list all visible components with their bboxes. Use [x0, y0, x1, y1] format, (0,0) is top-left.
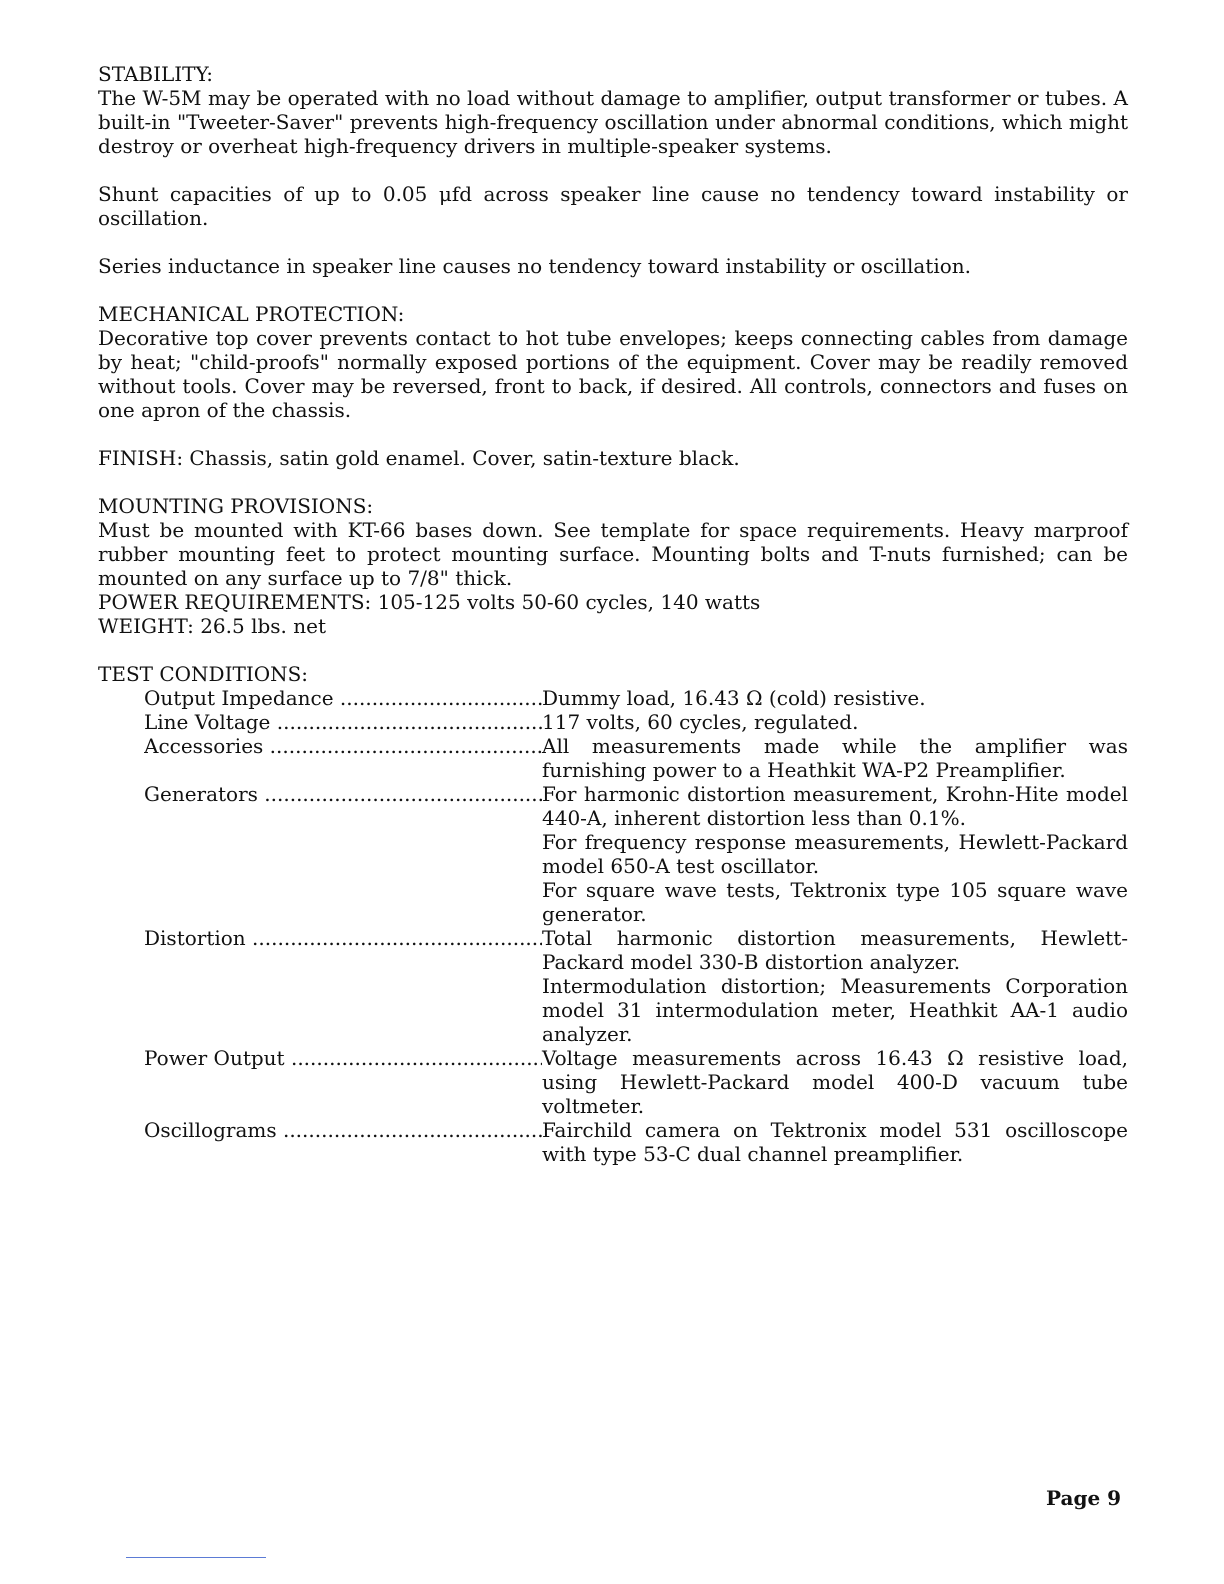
document-page — [98, 62, 1128, 1166]
test-condition-row — [144, 926, 1128, 1046]
mounting-text: Must be mounted with KT-66 bases down. See template for space requirements. Heavy marproof rubber mounting feet to protect mounting surface. Mounting bolts and T-nuts furnished; can be mounted on any surface up to 7/8" thick. — [98, 518, 1128, 590]
test-conditions-heading: TEST CONDITIONS: — [98, 662, 309, 686]
test-condition-row — [144, 1046, 1128, 1118]
test-condition-value — [542, 734, 1128, 782]
test-condition-row — [144, 686, 1128, 710]
test-condition-line: Dummy load, 16.43 Ω (cold) resistive. — [542, 686, 926, 710]
test-condition-row — [144, 782, 1128, 926]
test-condition-row — [144, 1118, 1128, 1166]
test-condition-line: Total harmonic distortion measurements, Hewlett-Packard model 330-B distortion analyzer. — [542, 926, 1128, 974]
stability-paragraph-3: Series inductance in speaker line causes no tendency toward instability or oscillation. — [98, 254, 972, 278]
test-condition-value — [542, 1046, 1128, 1118]
mounting-heading: MOUNTING PROVISIONS: — [98, 494, 374, 518]
test-condition-line: For frequency response measurements, Hewlett-Packard model 650-A test oscillator. — [542, 830, 1128, 878]
test-condition-label: Power Output ..... — [144, 1046, 542, 1118]
page-number: Page 9 — [1046, 1486, 1122, 1510]
stability-heading: STABILITY: — [98, 62, 213, 86]
test-condition-row — [144, 734, 1128, 782]
test-condition-value — [542, 686, 1128, 710]
stability-paragraph-2: Shunt capacities of up to 0.05 μfd across speaker line cause no tendency toward instability or oscillation. — [98, 182, 1128, 230]
test-condition-line: Fairchild camera on Tektronix model 531 oscilloscope with type 53-C dual channel preamplifier. — [542, 1118, 1128, 1166]
finish-text: FINISH: Chassis, satin gold enamel. Cover, satin-texture black. — [98, 446, 740, 470]
test-conditions-list — [144, 686, 1128, 1166]
test-condition-value — [542, 1118, 1128, 1166]
mechanical-protection-text: Decorative top cover prevents contact to hot tube envelopes; keeps connecting cables from damage by heat; "child-proofs" normally exposed portions of the equipment. Cover may be readily removed without tools. Cover may be reversed, front to back, if desired. All controls, connectors and fuses on one apron of the chassis. — [98, 326, 1128, 422]
test-condition-row — [144, 710, 1128, 734]
test-condition-label: Line Voltage ..... — [144, 710, 542, 734]
test-condition-label: Distortion ..... — [144, 926, 542, 1046]
mechanical-protection-section — [98, 302, 1128, 422]
stability-section — [98, 62, 1128, 278]
test-condition-label: Oscillograms ..... — [144, 1118, 542, 1166]
stability-paragraph-1: The W-5M may be operated with no load without damage to amplifier, output transformer or tubes. A built-in "Tweeter-Saver" prevents high-frequency oscillation under abnormal conditions, which might destroy or overheat high-frequency drivers in multiple-speaker systems. — [98, 86, 1128, 158]
test-condition-value — [542, 926, 1128, 1046]
test-condition-label: Accessories ..... — [144, 734, 542, 782]
footer-rule — [126, 1557, 266, 1558]
test-condition-line: For square wave tests, Tektronix type 105 square wave generator. — [542, 878, 1128, 926]
test-condition-value — [542, 782, 1128, 926]
test-condition-label: Output Impedance ..... — [144, 686, 542, 710]
power-requirements-text: POWER REQUIREMENTS: 105-125 volts 50-60 cycles, 140 watts — [98, 590, 761, 614]
test-condition-label: Generators ..... — [144, 782, 542, 926]
test-condition-value — [542, 710, 1128, 734]
test-condition-line: All measurements made while the amplifier was furnishing power to a Heathkit WA-P2 Preamplifier. — [542, 734, 1128, 782]
test-condition-line: 117 volts, 60 cycles, regulated. — [542, 710, 859, 734]
mechanical-protection-heading: MECHANICAL PROTECTION: — [98, 302, 405, 326]
test-condition-line: For harmonic distortion measurement, Krohn-Hite model 440-A, inherent distortion less than 0.1%. — [542, 782, 1128, 830]
finish-section — [98, 446, 1128, 470]
weight-text: WEIGHT: 26.5 lbs. net — [98, 614, 327, 638]
test-condition-line: Voltage measurements across 16.43 Ω resistive load, using Hewlett-Packard model 400-D vacuum tube voltmeter. — [542, 1046, 1128, 1118]
test-conditions-section — [98, 662, 1128, 1166]
test-condition-line: Intermodulation distortion; Measurements Corporation model 31 intermodulation meter, Heathkit AA-1 audio analyzer. — [542, 974, 1128, 1046]
mounting-section — [98, 494, 1128, 638]
